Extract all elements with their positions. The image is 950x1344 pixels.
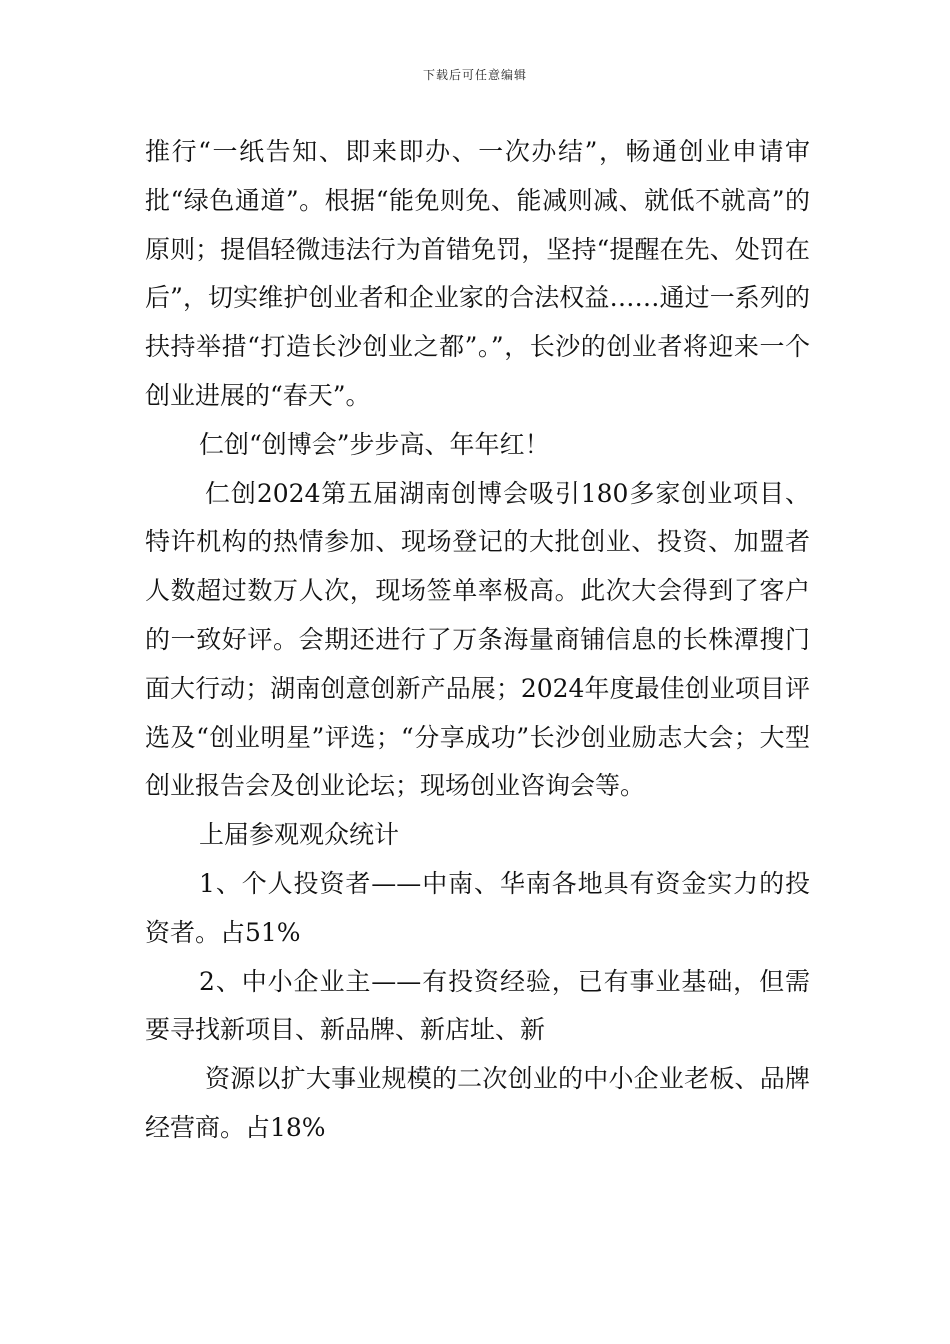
paragraph-green-channel: 推行“一纸告知、即来即办、一次办结”，畅通创业申请审批“绿色通道”。根据“能免则免、能减则减、就低不就高”的原则；提倡轻微违法行为首错免罚，坚持“提醒在先、处罚在后”，切实维护创业者和企业家的合法权益……通过一系列的扶持举措“打造长沙创业之都”。”，长沙的创业者将迎来一个创业进展的“春天”。 xyxy=(145,137,810,410)
paragraph-stat-sme-owners: 2、中小企业主——有投资经验，已有事业基础，但需要寻找新项目、新品牌、新店址、新 xyxy=(145,966,810,1045)
paragraph-stats-heading: 上届参观观众统计 xyxy=(199,820,400,850)
document-body xyxy=(145,128,810,1153)
page-header: 下载后可任意编辑 xyxy=(422,68,527,82)
paragraph-expo-heading: 仁创“创博会”步步高、年年红！ xyxy=(199,429,550,459)
paragraph-stat-sme-continued: 资源以扩大事业规模的二次创业的中小企业老板、品牌经营商。占18% xyxy=(145,1064,810,1142)
paragraph-expo-summary: 仁创2024第五届湖南创博会吸引180多家创业项目、特许机构的热情参加、现场登记的大批创业、投资、加盟者人数超过数万人次，现场签单率极高。此次大会得到了客户的一致好评。会期还进行了万条海量商铺信息的长株潭搜门面大行动；湖南创意创新产品展；2024年度最佳创业项目评选及“创业明星”评选；“分享成功”长沙创业励志大会；大型创业报告会及创业论坛；现场创业咨询会等。 xyxy=(145,478,810,801)
paragraph-stat-individual-investors: 1、个人投资者——中南、华南各地具有资金实力的投资者。占51% xyxy=(145,868,810,947)
